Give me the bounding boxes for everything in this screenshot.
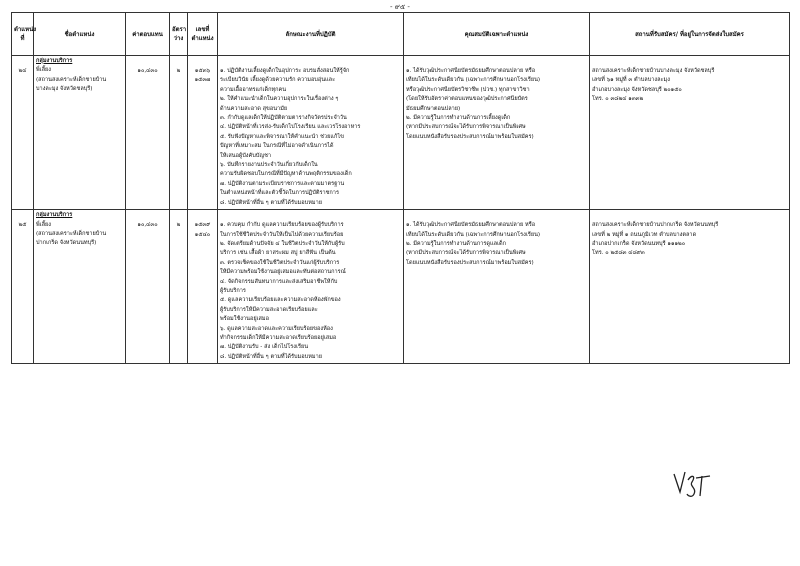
position-name — [34, 56, 126, 210]
position-numbers — [188, 56, 218, 210]
qualification-line: โดยแนบหนังสือรับรองประสบการณ์มาพร้อมใบสมัคร) — [406, 133, 534, 140]
duty-line: ๖. ดูแลความสะอาดและความเรียบร้อยของห้อง — [220, 325, 333, 332]
duty-line: ในตำแหน่งหน้าที่และตัวชี้วัดในการปฏิบัติราชการ — [220, 190, 339, 197]
table-body — [12, 56, 790, 364]
duty-line: ๗. ปฏิบัติงานตามระเบียบราชการและตามมาตรฐาน — [220, 180, 345, 187]
qualification-line: ๒. มีความรู้ในการทำงานด้านการดูแลเด็ก — [406, 240, 506, 247]
qualification-line: (โดยให้รับอัตราค่าตอบแทนของวุฒิประกาศนียบัตร — [406, 96, 528, 103]
position-numbers — [188, 210, 218, 364]
qualification-line: ๒. มีความรู้ในการทำงานด้านการเลี้ยงดูเด็ก — [406, 115, 511, 122]
group-name: กลุ่มงานบริการ — [36, 212, 73, 219]
duty-line: ๒. จัดเตรียมด้านปัจจัย ๔ ในชีวิตประจำวันให้กับผู้รับ — [220, 240, 345, 247]
position-number: ๑๕๓๖ — [194, 68, 211, 74]
salary-value: ๑๐,๔๓๐ — [137, 222, 158, 229]
duties — [218, 210, 404, 364]
row-number-value: ๒๔ — [18, 68, 27, 74]
header-place: สถานที่รับสมัคร/ ที่อยู่ในการจัดส่งใบสมัคร — [590, 13, 790, 56]
place-line: สถานสงเคราะห์เด็กชายบ้านบางละมุง จังหวัดชลบุรี — [592, 68, 715, 74]
qualification-line: เทียบได้ในระดับเดียวกัน (เฉพาะการศึกษานอกโรงเรียน) — [406, 231, 541, 238]
qualification-line: เทียบได้ในระดับเดียวกัน (เฉพาะการศึกษานอกโรงเรียน) — [406, 77, 541, 84]
duty-line: ปัญหาที่เหมาะสม ในกรณีที่ไม่อาจดำเนินการได้ — [220, 143, 334, 150]
duty-line: ๕. ดูแลความเรียบร้อยและความสะอาดห้องพักของ — [220, 297, 341, 304]
place-line: เลขที่ ๖๑ หมู่ที่ ๓ ตำบลบางละมุง — [592, 77, 670, 84]
position-title: พี่เลี้ยง — [36, 221, 52, 228]
duty-line: ๘. ปฏิบัติหน้าที่อื่น ๆ ตามที่ได้รับมอบหมาย — [220, 199, 322, 206]
row-number — [12, 210, 34, 364]
header-rate: อัตราว่าง — [170, 13, 188, 56]
place-line: โทร. ๐ ๒๕๘๓ ๔๘๙๓ — [592, 250, 645, 257]
duty-line: ๒. ให้คำแนะนำเด็กในความอุปการะในเรื่องต่าง ๆ — [220, 96, 339, 103]
page-number: - ๙๕ - — [390, 3, 410, 11]
qualification-line: โดยแนบหนังสือรับรองประสบการณ์มาพร้อมใบสมัคร) — [406, 259, 534, 266]
header-no: ตำแหน่งที่ — [12, 13, 34, 56]
duty-line: ด้านความสะอาด สุขอนามัย — [220, 105, 288, 112]
qualification-line: มัธยมศึกษาตอนปลาย) — [406, 105, 461, 112]
header-salary: ค่าตอบแทน — [126, 13, 170, 56]
application-place — [590, 210, 790, 364]
place-line: โทร. ๐ ๓๘๒๔ ๑๓๓๒ — [592, 96, 644, 103]
duties — [218, 56, 404, 210]
duty-line: บริการ เช่น เสื้อผ้า ยาสระผม สบู่ ยาสีฟัน เป็นต้น — [220, 250, 336, 257]
signature-icon — [670, 466, 714, 502]
duty-line: ๔. จัดกิจกรรมสันทนาการและส่งเสริมอาชีพให้กับ — [220, 278, 338, 285]
duty-line: ให้มีความพร้อมใช้งานอยู่เสมอและทันต่อสถานการณ์ — [220, 269, 346, 276]
table-row — [12, 210, 790, 364]
duty-line: ผู้รับบริการ — [220, 287, 246, 294]
row-number-value: ๒๕ — [18, 222, 27, 229]
header-position-no: เลขที่ตำแหน่ง — [188, 13, 218, 56]
positions-table — [11, 12, 790, 364]
duty-line: ทำกิจกรรมเด็กให้มีความสะอาดเรียบร้อยอยู่เสมอ — [220, 334, 337, 341]
vacancy-rate-value: ๒ — [176, 222, 181, 229]
duty-line: พร้อมใช้งานอยู่เสมอ — [220, 316, 269, 323]
table-row — [12, 56, 790, 210]
duty-line: ๕. รับฟังปัญหาและพิจารณาให้คำแนะนำ ช่วยแก้ไข — [220, 133, 344, 140]
agency-name: (สถานสงเคราะห์เด็กชายบ้านบางละมุง จังหวัดชลบุรี) — [36, 76, 107, 93]
duty-line: ผู้รับบริการให้มีความสะอาดเรียบร้อยและ — [220, 306, 318, 313]
qualification-line: หรือวุฒิประกาศนียบัตรวิชาชีพ (ปวช.) ทุกสาขาวิชา — [406, 86, 530, 93]
agency-name: (สถานสงเคราะห์เด็กชายบ้านปากเกร็ด จังหวัดนนทบุรี) — [36, 230, 107, 247]
qualification-line: (หากมีประสบการณ์จะได้รับการพิจารณาเป็นพิเศษ — [406, 250, 526, 257]
qualification-line: (หากมีประสบการณ์จะได้รับการพิจารณาเป็นพิเศษ — [406, 124, 526, 131]
duty-line: ๓. กำกับดูแลเด็กให้ปฏิบัติตามตารางกิจวัตรประจำวัน — [220, 115, 347, 122]
vacancy-rate — [170, 210, 188, 364]
qualifications — [404, 210, 590, 364]
vacancy-rate-value: ๒ — [176, 68, 181, 74]
place-line: สถานสงเคราะห์เด็กชายบ้านปากเกร็ด จังหวัดนนทบุรี — [592, 222, 719, 229]
duty-line: ๖. บันทึกรายงานประจำวันเกี่ยวกับเด็กใน — [220, 162, 318, 169]
duty-line: ๗. ปฏิบัติงานรับ - ส่ง เด็กไปโรงเรียน — [220, 344, 309, 351]
position-number: ๑๕๓๗ — [194, 77, 211, 84]
duty-line: ระเบียบวินัย เลี้ยงดูด้วยความรัก ความอบอุ่นและ — [220, 77, 336, 84]
qualification-line: ๑. ได้รับวุฒิประกาศนียบัตรมัธยมศึกษาตอนปลาย หรือ — [406, 222, 536, 229]
qualification-line: ๑. ได้รับวุฒิประกาศนียบัตรมัธยมศึกษาตอนปลาย หรือ — [406, 68, 536, 74]
salary — [126, 210, 170, 364]
position-name — [34, 210, 126, 364]
duty-line: ในการใช้ชีวิตประจำวันให้เป็นไปด้วยความเรียบร้อย — [220, 231, 344, 238]
group-name: กลุ่มงานบริการ — [36, 58, 73, 64]
position-number: ๑๕๓๙ — [194, 222, 211, 229]
duty-line: ความรับผิดชอบในกรณีที่มีปัญหาด้านพฤติกรรมของเด็ก — [220, 171, 352, 178]
header-duties: ลักษณะงานที่ปฏิบัติ — [218, 13, 404, 56]
duty-line: ๔. ปฏิบัติหน้าที่เวรส่ง-รับเด็กไปโรงเรียน และเวรโรงอาหาร — [220, 124, 361, 131]
header-qualifications: คุณสมบัติเฉพาะตำแหน่ง — [404, 13, 590, 56]
position-title: พี่เลี้ยง — [36, 67, 52, 74]
header-name: ชื่อตำแหน่ง — [34, 13, 126, 56]
duty-line: ๑. ควบคุม กำกับ ดูแลความเรียบร้อยของผู้รับบริการ — [220, 222, 344, 229]
place-line: อำเภอบางละมุง จังหวัดชลบุรี ๒๐๑๕๐ — [592, 86, 682, 93]
vacancy-rate — [170, 56, 188, 210]
place-line: เลขที่ ๒ หมู่ที่ ๑ ถนนภูมิเวท ตำบลบางตลาด — [592, 231, 697, 238]
duty-line: ให้เสนอผู้บังคับบัญชา — [220, 152, 272, 159]
salary — [126, 56, 170, 210]
row-number — [12, 56, 34, 210]
duty-line: ความเอื้ออาทรแก่เด็กทุกคน — [220, 86, 287, 93]
duty-line: ๑. ปฏิบัติงานเลี้ยงดูเด็กในอุปการะ อบรมสั่งสอนให้รู้จัก — [220, 68, 350, 74]
position-number: ๑๕๔๐ — [194, 231, 211, 238]
place-line: อำเภอปากเกร็ด จังหวัดนนทบุรี ๑๑๑๒๐ — [592, 240, 686, 247]
duty-line: ๓. ตรวจเช็คของใช้ในชีวิตประจำวันแก่ผู้รับบริการ — [220, 259, 340, 266]
table-header-row — [12, 13, 790, 56]
salary-value: ๑๐,๔๓๐ — [137, 68, 158, 74]
application-place — [590, 56, 790, 210]
qualifications — [404, 56, 590, 210]
duty-line: ๘. ปฏิบัติหน้าที่อื่น ๆ ตามที่ได้รับมอบหมาย — [220, 353, 322, 360]
